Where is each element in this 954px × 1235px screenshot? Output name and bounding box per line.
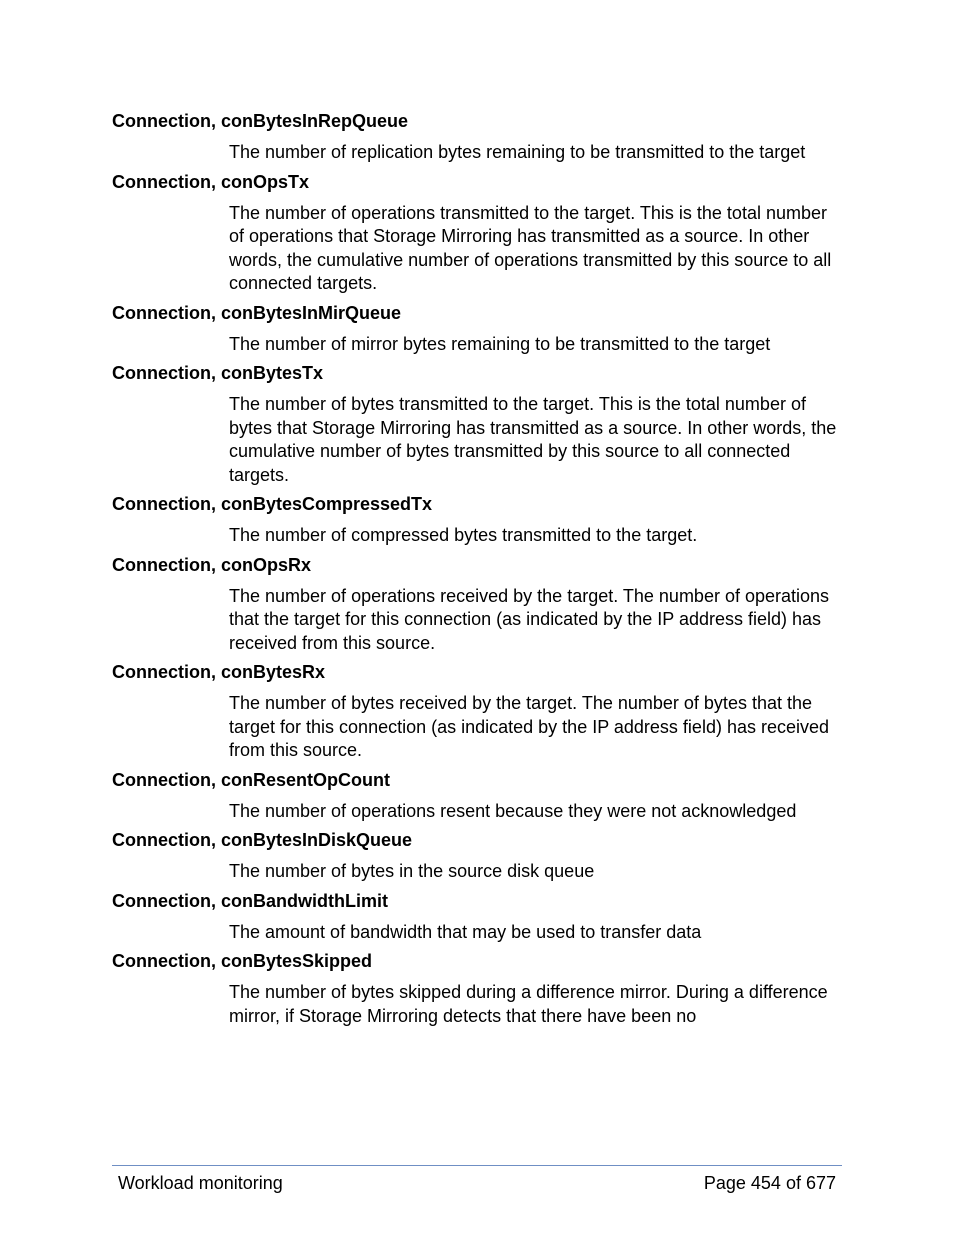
definition-term: Connection, conBytesInMirQueue <box>112 302 402 323</box>
definition-term: Connection, conBytesSkipped <box>112 951 373 971</box>
definition-entry <box>112 829 844 884</box>
definition-description: The number of replication bytes remaining to be transmitted to the target <box>229 142 806 162</box>
footer-page-number: Page 454 of 677 <box>703 1173 836 1193</box>
definition-description: The number of bytes received by the target. The number of bytes that the target for this connection (as indicated by the IP address field) has received from this source. <box>229 693 830 760</box>
definition-term: Connection, conBandwidthLimit <box>112 890 388 911</box>
definition-entry <box>112 110 844 165</box>
definition-term: Connection, conBytesCompressedTx <box>112 494 433 514</box>
definition-term: Connection, conOpsTx <box>112 171 310 192</box>
definition-list <box>112 110 844 1034</box>
definition-description: The amount of bandwidth that may be used to transfer data <box>229 921 702 942</box>
definition-entry <box>112 950 844 1028</box>
definition-entry <box>112 890 844 945</box>
definition-term: Connection, conBytesInRepQueue <box>112 111 409 131</box>
definition-term: Connection, conBytesInDiskQueue <box>112 830 413 850</box>
definition-term: Connection, conBytesTx <box>112 363 324 383</box>
definition-term: Connection, conOpsRx <box>112 554 312 575</box>
definition-description: The number of operations resent because they were not acknowledged <box>229 800 797 821</box>
definition-term: Connection, conBytesRx <box>112 662 326 682</box>
definition-entry <box>112 171 844 296</box>
definition-entry <box>112 362 844 487</box>
footer-section-title: Workload monitoring <box>118 1173 283 1193</box>
definition-description: The number of operations received by the target. The number of operations that the target for this connection (as indicated by the IP address field) has received from this source. <box>229 585 830 653</box>
definition-description: The number of operations transmitted to the target. This is the total number of operations that Storage Mirroring has transmitted as a source. In other words, the cumulative number of operations transmitted by this source to all connected targets. <box>229 202 832 293</box>
definition-description: The number of mirror bytes remaining to be transmitted to the target <box>229 333 771 354</box>
definition-description: The number of bytes in the source disk queue <box>229 861 595 881</box>
definition-description: The number of compressed bytes transmitted to the target. <box>229 525 698 545</box>
definition-entry <box>112 493 844 548</box>
definition-description: The number of bytes transmitted to the target. This is the total number of bytes that Storage Mirroring has transmitted as a source. In other words, the cumulative number of bytes transmitted by this source to all connected targets. <box>229 394 837 485</box>
definition-description: The number of bytes skipped during a difference mirror. During a difference mirror, if Storage Mirroring detects that there have been no <box>229 982 828 1026</box>
definition-term: Connection, conResentOpCount <box>112 769 390 790</box>
definition-entry <box>112 302 844 357</box>
definition-entry <box>112 554 844 656</box>
definition-entry <box>112 661 844 763</box>
definition-entry <box>112 769 844 824</box>
footer-divider <box>112 1165 842 1166</box>
